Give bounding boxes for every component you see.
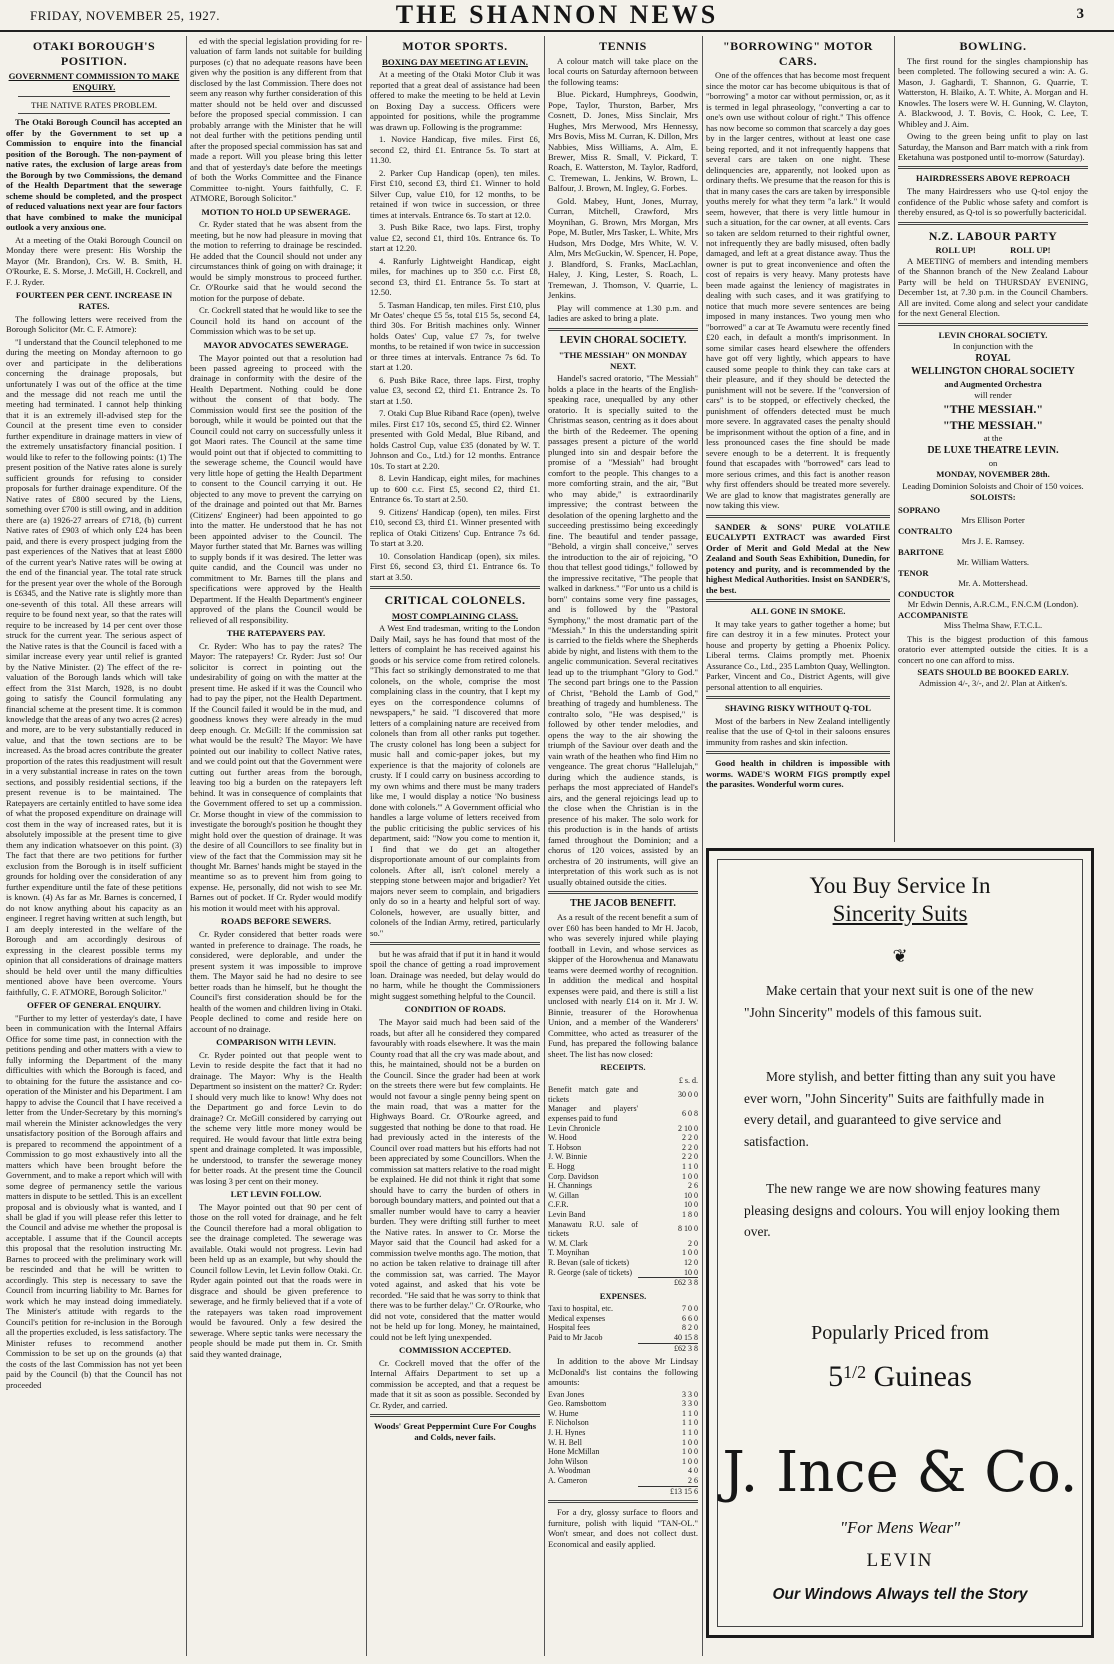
section-heading: MOTION TO HOLD UP SEWERAGE. <box>201 206 351 217</box>
table-row <box>548 1447 698 1457</box>
article-heading: TENNIS <box>599 39 647 53</box>
extra-table <box>548 1390 698 1497</box>
account-item: Corp. Davidson <box>548 1171 599 1181</box>
article-paragraph: At a meeting of the Otaki Borough Council on Monday there were present: His Worship the Mayor (Mr. Brandon), Crs. W. B. Smith, H. O'Rourke, E. S. Morse, J. McGill, H. Cockrell, and F. J. Ryder. <box>6 234 182 287</box>
expenses-total: £62 3 8 <box>638 1343 698 1353</box>
price-lead: Popularly Priced from <box>811 1322 989 1344</box>
article-paragraph: Cr. Ryder stated that he was absent from the meeting, but he now had pleasure in moving that the motion to referring to drainage be rescinded. He added that the Council should not under any circumstances think of going on with drainage; it would be simply monstrous to proceed further. Cr. O'Rourke said that he would second the motion for the purpose of debate. <box>190 219 362 303</box>
account-amount: 6 0 8 <box>682 1109 698 1119</box>
advert-heading: SHAVING RISKY WITHOUT Q-TOL <box>725 703 871 714</box>
table-row <box>548 1428 698 1438</box>
store-town: LEVIN <box>866 1550 934 1571</box>
account-item: Hospital fees <box>548 1323 590 1333</box>
notice-line: "THE MESSIAH." <box>942 417 1043 432</box>
table-row <box>548 1323 698 1333</box>
receipts-total: £62 3 8 <box>638 1278 698 1288</box>
section-heading: OFFER OF GENERAL ENQUIRY. <box>27 1000 161 1011</box>
column-rule <box>186 36 187 1656</box>
notice-paragraph: This is the biggest production of this famous oratorio ever attempted outside the cities. It is a concert no one can afford to miss. <box>898 633 1088 665</box>
race-entry: 10. Consolation Handicap (open), six miles. First £6, second £3, third £1. Entrance 6s. To start at 3.50. <box>370 550 540 582</box>
table-row <box>548 1409 698 1419</box>
newspaper-title: THE SHANNON NEWS <box>395 0 719 29</box>
account-amount: 1 0 0 <box>682 1456 698 1466</box>
table-row <box>548 1152 698 1162</box>
notice-line: and Augmented Orchestra <box>944 379 1042 389</box>
notice-line: Leading Dominion Soloists and Choir of 150 voices. <box>902 480 1084 491</box>
advert-headline-line-2: Sincerity Suits <box>832 900 968 926</box>
price-fraction: 1/2 <box>843 1362 867 1382</box>
account-amount: 10 0 <box>684 1200 698 1210</box>
account-amount: 1 0 0 <box>682 1248 698 1258</box>
table-row <box>548 1104 698 1123</box>
column-2 <box>190 36 362 1656</box>
account-amount: 2 2 0 <box>682 1133 698 1143</box>
notice-line: DE LUXE THEATRE LEVIN. <box>927 444 1059 456</box>
table-row <box>548 1162 698 1172</box>
table-row <box>548 1124 698 1134</box>
section-heading: COMPARISON WITH LEVIN. <box>216 1036 336 1047</box>
table-row <box>548 1181 698 1191</box>
notice-line: MONDAY, NOVEMBER 28th. <box>936 469 1050 480</box>
column-rule <box>366 36 367 1656</box>
table-row <box>548 1133 698 1143</box>
article-paragraph: Owing to the green being unfit to play on last Saturday, the Manson and Barr match with a rink from Eketahuna was postponed until to-morrow (Saturday). <box>898 131 1088 162</box>
article-lead: The Otaki Borough Council has accepted an offer by the Government to set up a Commission to enquire into the financial position of the Borough. The non-payment of native rates, the exclusion of large areas from the Borough by two Commissions, the demand of the Health Department that the sewerage scheme should be completed, and the prospect of reduced valuations next year are four factors that have combined to make the municipal outlook a very anxious one. <box>6 117 182 233</box>
account-amount: 8 2 0 <box>682 1323 698 1333</box>
column-1 <box>6 36 182 1656</box>
table-row <box>548 1248 698 1258</box>
table-row <box>548 1304 698 1314</box>
page-number: 3 <box>1076 6 1084 22</box>
advert-paragraph: It may take years to gather together a home; but fire can destroy it in a few minutes. Protect your house and property by getting a Phoenix Policy. Liberal terms. Claims promptly met. Phoenix Assurance Co., Ltd., 235 Lambton Quay, Wellington. Parker, Vincent and Co., District Agents, will give personal attention to all enquiries. <box>706 618 890 692</box>
table-row <box>548 1438 698 1448</box>
article-paragraph: The Mayor pointed out that a resolution had been passed agreeing to proceed with the drainage in conformity with the desire of the Health Department. Nothing could be done without the consent of that body. The Commission would first see the position of the borough, while it would be pointed out that the Council could not carry on successfully unless it got Maori rates. The Council at the same time would point out that if objected to committing to the sewerage scheme, the Council would have very little hope of getting the Health Department to consent to the Council carrying it out. He objected to any move to prevent the carrying on of the drainage and pointed out that Mr. Barnes (Citizens' Engineer) had been appointed to go into the matter. He understood that he has not been appointed adviser to the Council. The Mayor further stated that Mr. Barnes was willing to supply bonds if it was desired. The letter was quite candid, and the Council was under no commitment to Mr. Barnes till the plans and specifications were approved by the Health Department. If the Health Department's engineer approved of the plans the Council would be relieved of all responsibility. <box>190 352 362 625</box>
table-row <box>548 1476 698 1486</box>
account-item: Manager and players' expenses paid to fund <box>548 1104 638 1124</box>
race-entry: 3. Push Bike Race, two laps. First, trophy value £2, second £1, third 10s. Entrance 6s. To start at 12.20. <box>370 222 540 254</box>
account-item: R. Bevan (sale of tickets) <box>548 1257 630 1267</box>
account-item: W. Hood <box>548 1133 577 1143</box>
account-amount: 12 0 <box>684 1257 698 1267</box>
column-6 <box>898 36 1088 842</box>
role-name: Mr. William Watters. <box>956 557 1030 568</box>
account-item: C.F.R. <box>548 1200 569 1210</box>
account-amount: 1 0 0 <box>682 1447 698 1457</box>
account-item: Evan Jones <box>548 1389 585 1399</box>
table-row <box>548 1239 698 1249</box>
article-paragraph: "I understand that the Council telephoned to me during the meeting on Monday afternoon to go over and participate in the deliberations concerning the drainage proposals, but unfortunately I was out of the office at the time and the message did not reach me until the meeting had terminated. I cannot help thinking that it is an extremely ill-advised step for the Council at the present time even to consider further expenditure in drainage matters in view of the extremely unsatisfactory financial position. I would like to refer to the following points: (1) The present position of the Native rates alone is surely sufficient grounds for refusing to consider proposals for further drainage expenditure. Of the Native rates of £800 secured by the Liens, something over £700 is still owing, and in addition there are (a) 1926-27 arrears of £718, (b) current Native rates of £903 of which only £24 has been paid, and there is every prospect judging from the past experiences of the Natives that at least £800 of the current year's Native rates will be owing at the end of the financial year. The total rate struck for the present year over the whole of the Borough is £6345, and the Native rate is slightly more than one-seventh of this total. All these arrears will require to be found next year, so that the rates will require to be increased by 14 per cent over those struck for the current year. The serious aspect of the Native rates is that the Council is faced with a similar increase every year until relief is granted by the Native Minister. (2) The effect of the re-valuation of the Borough lands which will take effect from the 31st March, 1928, is no doubt going to satisfy the Council formulating any financial scheme at the present time. It is common knowledge that the areas of any two acres (2 acres) and more, are to be very substantially reduced in value, and that the town sections are to be increased. As the broad acres contribute the greater proportion of the rates this readjustment will result in a very substantial increase in rates on the town sections, and possibly residential sections, if the present revenue is to be maintained. The Ratepayers are certainly entitled to have some idea of what the proposed expenditure on drainage will cost them in the way of increased rates, but it is absolutely impossible at the present time to give them any indication whatsoever on this point. (3) The fact that there are two petitions for further exclusion from the Borough is in itself sufficient grounds for holding over the consideration of any further expenditure until the fate of these petitions is known. (4) As far as Mr. Barnes is concerned, I do not know anything about his capacity as an engineer. I regret having written at such length, but I am deeply interested in the welfare of the Borough and am accordingly desirous of expressing in the clearest possible terms my opinion that all considerations of drainage matters should be held over until the many difficulties mentioned above have been overcome. Yours faithfully, C. F. ATMORE, Borough Solicitor." <box>6 336 182 997</box>
account-amount: 10 0 <box>684 1190 698 1200</box>
table-row <box>548 1143 698 1153</box>
article-heading: OTAKI BOROUGH'S POSITION. <box>32 39 156 68</box>
account-amount: 2 6 <box>688 1476 698 1486</box>
table-row <box>548 1486 698 1496</box>
account-item: Paid to Mr Jacob <box>548 1333 603 1343</box>
article-subheading: "THE MESSIAH" ON MONDAY NEXT. <box>558 349 688 371</box>
account-item: E. Hogg <box>548 1162 575 1172</box>
account-amount: 1 0 0 <box>682 1171 698 1181</box>
expenses-heading: EXPENSES. <box>599 1290 647 1301</box>
notice-line: SEATS SHOULD BE BOOKED EARLY. <box>917 667 1069 678</box>
article-subheading: MOST COMPLAINING CLASS. <box>391 610 519 621</box>
account-item: Benefit match gate and tickets <box>548 1085 638 1104</box>
role-name: Mr. A. Mottershead. <box>958 578 1028 589</box>
account-item: T. Moynihan <box>548 1248 590 1258</box>
advert-line: Woods' Great Peppermint Cure For Coughs and Colds, never fails. <box>373 1421 537 1442</box>
article-subheading: BOXING DAY MEETING AT LEVIN. <box>382 56 528 67</box>
account-amount: 10 0 <box>684 1267 698 1277</box>
account-item: W. Hume <box>548 1408 579 1418</box>
article-paragraph: In addition to the above Mr Lindsay McDonald's list contains the following amounts: <box>548 1356 698 1388</box>
divider <box>18 113 170 114</box>
account-amount: 2 10 0 <box>678 1123 698 1133</box>
article-paragraph: A colour match will take place on the local courts on Saturday afternoon between the following teams: <box>548 55 698 87</box>
account-item: F. Nicholson <box>548 1418 589 1428</box>
advert-line: For a dry, glossy surface to floors and furniture, polish with liquid "TAN-OL." Won't smear, and does not collect dust. Economical and easily applied. <box>548 1507 698 1549</box>
column-3 <box>370 36 540 1656</box>
article-paragraph: Play will commence at 1.30 p.m. and ladies are asked to bring a plate. <box>548 302 698 324</box>
article-paragraph: Cr. Cockrell moved that the offer of the Internal Affairs Department to set up a commission be accepted, and that a request be made that it sit as soon as possible. Seconded by Cr. Ryder, and carried. <box>370 1357 540 1410</box>
account-amount: 3 3 0 <box>682 1389 698 1399</box>
account-amount: 7 0 0 <box>682 1304 698 1314</box>
column-5 <box>706 36 890 842</box>
price-number: 5 <box>828 1360 844 1393</box>
ince-advertisement <box>706 848 1094 1638</box>
divider <box>548 891 698 894</box>
article-heading: LEVIN CHORAL SOCIETY. <box>559 334 687 346</box>
account-amount: 1 1 0 <box>682 1428 698 1438</box>
article-paragraph: One of the offences that has become most frequent since the motor car has become ubiquitous is that of "borrowing" a motor car without permission, or, as it is termed in legal phraseology, "converting a car to one's own use without colour of right." This offence has now become so common that scarcely a day goes by in the larger centres, without at least one case being reported, and it not infrequently happens that several cars are taken on one night. These delinquencies are, apparently, not looked upon as ordinary thefts. We presume that the reason for this is that in many cases the cars are taken by irresponsible youths merely for what they term "a lark." It would seem, however, that there is very little humour in such a situation, for the car owner, at all events. Cars so taken are seldom returned to their rightful owner, not infrequently they are badly misused, often badly damaged, and left at a great distance away. Thus the owner is put to great inconvenience and often the cost of repairs is very heavy. Many protests have been made against the leniency of magistrates in dealing with such cases, and it was gratifying to notice that much more severe sentences are being imposed in many instances. Two young men who "borrowed" a car at Te Awamutu were recently fined £20 each, in default a month's imprisonment. In some similar cases heard elsewhere the offenders have got off very lightly, which appears to have caused some people to think they can take cars at their pleasure, and if they should be detected the punishment will not be severe. If the "conversion of cars" is to be stopped, or effectively checked, the punishment of offenders detected must be much more severe. In aggravated cases the penalty should be imprisonment without the option of a fine, and in less pronounced cases the fine should be made severe enough to be a deterrent. It is frequently found that escapades with "borrowed" cars lead to more serious crimes, and this fact is another reason why first offenders should be treated more severely. We are glad to know that magistrates generally are now taking this view. <box>706 70 890 511</box>
article-paragraph: As a result of the recent benefit a sum of over £60 has been handed to Mr H. Jacob, who was severely injured while playing football in Levin, and whose services as skipper of the Horowhenua and Manawatu teams were deemed worthy of recognition. In addition the medical and hospital expenses were paid, and there is still a list unclosed with nearly £14 on it. Mr J. W. Binnie, treasurer of the Horowhenua Union, and a member of the Wanderers' Committee, who acted as treasurer of the Fund, has prepared the following balance sheet. The list has now closed: <box>548 912 698 1059</box>
notice-line: SOLOISTS: <box>970 492 1016 503</box>
receipts-table <box>548 1085 698 1287</box>
account-item: T. Hobson <box>548 1142 582 1152</box>
divider <box>706 599 890 602</box>
article-paragraph: Cr. Cockrell stated that he would like to see the Council hold its hand on account of the Commission which was to be set up. <box>190 305 362 337</box>
store-tagline: "For Mens Wear" <box>839 1518 961 1537</box>
notice-heading: N.Z. LABOUR PARTY <box>928 228 1058 243</box>
team-list: Gold. Mabey, Hunt, Jones, Murray, Curran, Mitchell, Crawford, Mrs Moynihan, G. Brown, Mrs Morgan, Mrs Pope, M. Butler, Mrs Tasker, L. White, Mrs Hudson, Mrs Dodge, Mrs White, W. V. Alm, Mrs McGuckin, W. Spencer, H. Pope, J. Blandford, S. Franks, MacLachlan, Haley, J. King, Lester, S. Roach, L. Tremewan, J. Thomson, V. Quarrie, L. Jenkins. <box>548 195 698 301</box>
divider <box>898 323 1088 326</box>
account-item: Taxi to hospital, etc. <box>548 1304 613 1314</box>
receipts-heading: RECEIPTS. <box>600 1062 646 1073</box>
account-amount: 2 0 <box>688 1238 698 1248</box>
divider <box>898 222 1088 225</box>
section-heading: MAYOR ADVOCATES SEWERAGE. <box>203 339 349 350</box>
advert-paragraph: The new range we are now showing features many pleasing designs and colours. You will enjoy looking them over. <box>744 1181 1060 1240</box>
table-row <box>548 1314 698 1324</box>
store-name: J. Ince & Co. <box>722 1440 1078 1505</box>
article-paragraph: Cr. Ryder: Who has to pay the rates? The Mayor: The ratepayers! Cr. Ryder: Just so! Our solicitor is correct in pointing out the undesirability of going on with the matter at the present time. He asked if it was the Council who had to pay the piper, not the Health Department. If the Council failed it would be in the mud, and goodness knows they were already in the mud deep enough. Cr. McGill: If the commission sat what would be the result? The Mayor: We have pointed out our inability to collect Native rates, and we could point out that the Government were cutting out further areas from the borough, leaving too big a burden on the ratepayers left behind. It was in consequence of complaints that the Government offered to set up a commission. Cr. Morse thought in view of the commission to investigate the borough's position he thought they might hold over the question of drainage. It was the desire of all Councillors to see finality but in view of the fact that the Commission may sit he thought Mr. Barnes' hands might be stayed in the meantime so as to prevent him from going to expense. He, personally, did not wish to see Mr. Barnes out of pocket. If Cr. Ryder would modify his motion it would meet with his approval. <box>190 640 362 913</box>
notice-line: Admission 4/-, 3/-, and 2/. Plan at Aitken's. <box>918 677 1068 688</box>
role-label: ACCOMPANISTE <box>898 609 969 620</box>
article-paragraph: Handel's sacred oratorio, "The Messiah" holds a place in the hearts of the English-speaking race, unequalled by any other oratorio. It is specially suited to the Christmas season, centring as it does about the birth of the Redeemer. The opening passages present a picture of the world plunged into sin and despair before the promise of a "Messiah" had brought comfort to the people. This changes to a more comforting strain, and the air, "But who may abide," is extraordinarily impressive; the contrast between the desolation of the opening larghetto and the succeeding prestissimo being exceedingly fine. The beautiful and tender passage, "Behold, a virgin shall conceive," serves the introduction to the air of rejoicing, "O thou that tellest good tidings," followed by the impressive recitative, "The people that walked in darkness." "For unto us a child is born" contains some very fine passages, and is followed by the "Pastoral Symphony," the most dramatic part of the "Messiah." In this the understanding spirit is carried to the fields where the Shepherds abide by night, and listens with them to the angelic communication. Several recitatives lead up to the triumphant "Glory to God." The second part brings one to the Passion of Christ, "Behold the Lamb of God," breathing of tragedy and humbleness. The contralto solo, "He was despised," is followed by other tender melodies, and opens the way to the air showing the triumph of the Saviour over death and the vain wrath of the heathen who find Him no vengeance. The great chorus "Hallelujah," during which the audience stands, is perhaps the most appreciated of Handel's airs, and the general rejoicings lead up to the close when the Christian is in the presence of his maker. The solo work for this production is in the hands of artists famed throughout the Dominion; and a chorus of 120 voices, assisted by an orchestra of 20 instruments, will give an interpretation of this work such as is not usually obtained outside the cities. <box>548 373 698 887</box>
divider <box>706 751 890 754</box>
role-label: CONDUCTOR <box>898 588 955 599</box>
account-amount: 1 1 0 <box>682 1162 698 1172</box>
flourish-icon: ❦ <box>892 946 908 966</box>
account-amount: 8 10 0 <box>678 1224 698 1234</box>
role-name: Mrs Ellison Porter <box>961 515 1025 526</box>
article-paragraph: The following letters were received from the Borough Solicitor (Mr. C. F. Atmore): <box>6 313 182 335</box>
soloist-list <box>898 505 1088 631</box>
article-paragraph: The first round for the singles championship has been completed. The following secured a win: A. G. Mason, J. Gaghardi, T. Shannon, G. Quarrie, T. Watterston, H. Blaiko, A. T. White, A. Morgan and H. Knowles. The losers were W. H. Gunning, W. Clayton, A. Blackwood, J. T. Bovis, C. Hook, C. Lee, T. Whibley and J. Aim. <box>898 55 1088 129</box>
notice-line: In conjunction with the <box>953 341 1033 352</box>
race-entry: 1. Novice Handicap, five miles. First £6, second £2, third £1. Entrance 5s. To start at 11.30. <box>370 134 540 166</box>
notice-paragraph: A MEETING of members and intending members of the Shannon branch of the New Zealand Labour Party will be held on THURSDAY EVENING, December 1st, at 7.30 p.m. in the Council Chambers. All are invited. Come along and select your candidate for the next General Election. <box>898 255 1088 319</box>
article-paragraph: "Further to my letter of yesterday's date, I have been in communication with the Internal Affairs Office for some time past, in connection with the petitions pending and other matters with a view to fully informing the Department of the many difficulties with which the Borough is faced, and to obtaining for the future the assistance and co-operation of the Minister and his Department. I am happy to advise the Council that I have received a letter from the Under-Secretary by this morning's mail wherein the Minister acknowledges the very unsatisfactory position of the Borough affairs and is prepared to recommend the appointment of a Commission to go most exhaustively into all the matters which have been brought before the Government, and to make a report which will with some degree of permanency settle the various matters in dispute to be settled. This is an excellent proposal and is obviously what is wanted, and I shall be glad if you will please refer this letter to the Council and advise me whether the proposal is acceptable. I assume that if the Council accepts this proposal that the resolution instructing Mr. Barnes to proceed with the preliminary work will be rescinded and that he will be written to accordingly. This step is necessary to save the Council from incurring liability to Mr. Barnes for work which he may instead doing immediately. The Minister's attitude with regards to the Council's petition for re-inclusion in the Borough all the properties excluded, is less satisfactory. The Minister refuses to recommend another Commission to be set up on the grounds (a) that the costs of the last Commission has not yet been paid by the Council (b) that the Council has not proceeded <box>6 1012 182 1390</box>
article-paragraph: A West End tradesman, writing to the London Daily Mail, says he has found that most of the letters of complaint he has received against his goods or his service come from retired colonels. "This fact so strikingly demonstrated to me that colonels, on the whole, comprise the most complaining class in the country, that I kept my eyes on the correspondence columns of newspapers," he said. "I discovered that more letters of a complaining nature are received from colonels than from all other ranks put together. The crusty colonel has long been a subject for music hall and comic-paper jokes, but my experience is that the majority of colonels are crusty. If I could carry on business according to my own whims and there must be many traders like me, I would display a notice 'No business done with colonels.'" A Government official who handles a large volume of letters received from the public criticising the public services of his department, said: "Now you come to mention it, I find that we do get an altogether disproportionate amount of our complaints from colonels. After all, isn't colonel merely a stepping stone between major and brigadier? Yet majors never seem to complain, and brigadiers only do so in a hearty and helpful sort of way. Colonels, however, are usually bitter, and colonels of the Indian Army, retired, particularly so." <box>370 623 540 938</box>
account-amount: 4 0 <box>688 1466 698 1476</box>
advert-heading: ALL GONE IN SMOKE. <box>750 605 846 616</box>
notice-heading: LEVIN CHORAL SOCIETY. <box>938 329 1048 340</box>
role-name: Miss Thelma Shaw, F.T.C.L. <box>943 620 1043 631</box>
notice-line: at the <box>983 433 1003 444</box>
account-item: A. Cameron <box>548 1476 588 1486</box>
account-item: W. Gillan <box>548 1190 579 1200</box>
section-heading: LET LEVIN FOLLOW. <box>230 1189 322 1199</box>
table-row <box>548 1466 698 1476</box>
divider <box>898 166 1088 169</box>
role-name: Mrs J. E. Ramsey. <box>961 536 1025 547</box>
account-amount: 6 6 0 <box>682 1313 698 1323</box>
masthead <box>0 0 1114 32</box>
account-amount: 3 3 0 <box>682 1399 698 1409</box>
team-list: Blue. Pickard, Humphreys, Goodwin, Pope, Taylor, Thurston, Barber, Mrs Cosnett, D. Jones, Miss Sinclair, Mrs Hughes, Mrs Merwood, Mrs Hennessy, Mrs Bovis, Miss M. Curran, K. Dillon, Mrs Nabbies, Miss Williams, A. Alm, E. Brewer, Miss R. Small, V. Pickard, T. Roach, E. Watterston, M. Taylor, Radford, C. Tremewan, L. Jenkins, W. Brown, L. Balfour, J. Brown, M. Ingley, G. Forbes. <box>548 89 698 194</box>
advert-paragraph: Good health in children is impossible with worms. WADE'S WORM FIGS promptly expel the parasites. Wonderful worm cures. <box>706 758 890 790</box>
account-item: H. Channings <box>548 1181 592 1191</box>
race-entry: 8. Levin Handicap, eight miles, for machines up to 600 c.c. First £5, second £2, third £1. Entrance 6s. To start at 2.50. <box>370 473 540 505</box>
table-row <box>548 1172 698 1182</box>
account-item: W. H. Bell <box>548 1437 582 1447</box>
account-amount: 1 1 0 <box>682 1418 698 1428</box>
divider <box>548 1500 698 1503</box>
table-row <box>548 1399 698 1409</box>
table-row <box>548 1268 698 1278</box>
account-amount: 2 2 0 <box>682 1152 698 1162</box>
account-amount: 40 15 8 <box>674 1333 698 1343</box>
price <box>718 1360 1082 1394</box>
advert-paragraph: Most of the barbers in New Zealand intelligently realise that the use of Q-tol in their saloons ensures immunity from rashes and skin infection. <box>706 715 890 747</box>
issue-date: FRIDAY, NOVEMBER 25, 1927. <box>30 8 220 23</box>
expenses-table <box>548 1304 698 1353</box>
advert-headline-line-1: You Buy Service In <box>809 873 991 898</box>
divider <box>706 696 890 699</box>
table-row <box>548 1258 698 1268</box>
article-heading: CRITICAL COLONELS. <box>384 593 526 608</box>
article-paragraph: The Mayor pointed out that 90 per cent of those on the roll voted for drainage, and he felt the Council therefore had a moral obligation to see the drainage completed. The sewerage was available. Otaki would not progress. Levin had been held up as an example, but why should the Council follow Levin, let Levin follow Otaki. Cr. Ryder again pointed out that the roads were in disgrace and should be given preference to sewerage, and he firmly believed that if a vote of the ratepayers was taken road improvement would be favoured. Only a few desired the sewerage. Where septic tanks were necessary the people should be made put them in. Cr. Smith said they wanted drainage, <box>190 1201 362 1359</box>
notice-line: WELLINGTON CHORAL SOCIETY <box>911 365 1075 377</box>
divider <box>706 515 890 518</box>
table-row <box>548 1200 698 1210</box>
article-paragraph: ed with the special legislation providing for re-valuation of farm lands not suitable for building purposes (c) that no adequate reasons have been given why the position is any different from that disclosed by the last Commission. There does not seem any reason why further consideration of this matter should not be held over and discussed before the proposed special commission. I can probably arrange with the Minister that he will not deal further with the petitions pending until after the proposed special commission has sat and made a report. Will you please bring this letter and that of yesterday's date before the meetings of both the Works Committee and the Finance Committee to-night. Yours faithfully, C. F. ATMORE, Borough Solicitor." <box>190 36 362 204</box>
account-amount: 2 6 <box>688 1181 698 1191</box>
role-name: Mr Edwin Dennis, A.R.C.M., F.N.C.M (London). <box>907 599 1079 610</box>
race-entry: 4. Ranfurly Lightweight Handicap, eight miles, for machines up to 350 c.c. First £8, second £3, third £1. Entrance 5s. To start at 12.50. <box>370 255 540 298</box>
race-entry: 5. Tasman Handicap, ten miles. First £10, plus Mr Oates' cheque £5 5s, total £15 5s, second £4, third 30s. For British machines only. Winner holds Oates' Cup, value £7 7s, for twelve months, to be retained if won twice in succession or three times at intervals. Entrance 7s 6d. To start at 1.20. <box>370 299 540 373</box>
account-item: A. Woodman <box>548 1466 591 1476</box>
notice-line: on <box>988 457 998 468</box>
article-heading: BOWLING. <box>959 39 1027 53</box>
advert-sanders: SANDER & SONS' PURE VOLATILE EUCALYPTI EXTRACT was awarded First Order of Merit and Gold Medal at the New Zealand and South Seas Exhibition, Dunedin, for potency and purity, and is recommended by the highest Medical Authorities. Insist on SANDER'S, the best. <box>706 521 890 595</box>
account-item: Levin Band <box>548 1210 586 1220</box>
divider <box>548 328 698 331</box>
advert-paragraph: Make certain that your next suit is one of the new "John Sincerity" models of this famous suit. <box>744 983 1034 1020</box>
column-4 <box>548 36 698 1656</box>
section-heading: FOURTEEN PER CENT. INCREASE IN RATES. <box>15 290 173 311</box>
article-paragraph: The Mayor said much had been said of the roads, but after all he considered they compared favourably with roads elsewhere. It was the main County road that all the cry was made about, and this, he maintained, should not be a burden on the Council. Since the grader had been at work on the streets there were but few complaints. He would not favour a single penny being spent on the main road, that was a matter for the Highways Board. Cr. O'Rourke agreed, and suggested that nothing be done to that road. He had previously acted in the interests of the Council over road matters but his efforts had not been appreciated by some Councillors. When the commission sat matters relative to the road might be explained. He did not think it right that some should have to carry the burden of others in borough boundary matters, and pointed out that a smaller number would have to carry a heavier burden. They were drifting still further to meet the Native rates. In answer to Cr. Morse the Mayor said that the Council had asked for a commission twelve months ago. The motion, that no action be taken relative to drainage till after the commission sat, was carried. The Mayor voted against, and asked that his vote be recorded. "He said that he was sorry to think that there was to be further delay." Cr. O'Rourke, who did not vote, considered that the matter would not be held up for long. Money, he maintained, could not be left lying unexpended. <box>370 1017 540 1342</box>
account-item: R. George (sale of tickets) <box>548 1267 633 1277</box>
role-label: BARITONE <box>898 546 944 557</box>
article-heading: THE JACOB BENEFIT. <box>570 898 676 910</box>
account-item: Medical expenses <box>548 1313 606 1323</box>
divider <box>18 96 170 97</box>
table-row <box>548 1457 698 1467</box>
article-subheading: GOVERNMENT COMMISSION TO MAKE ENQUIRY. <box>8 71 180 92</box>
article-paragraph: Cr. Ryder considered that better roads were wanted in preference to drainage. The roads, he considered, were deplorable, and under the present system it was impossible to improve them. The Mayor said he had no desire to see better roads than he himself, but he thought the Council's first consideration should be for the health of the women and children living in Otaki. People declined to come and reside here on account of no drainage. <box>190 929 362 1034</box>
article-paragraph: At a meeting of the Otaki Motor Club it was reported that a great deal of assistance had been offered to make the meeting to be held at Levin on Boxing Day a success. Officers were appointed for positions, while the programme was drawn up. Following is the programme: <box>370 69 540 132</box>
price-unit: Guineas <box>873 1360 972 1393</box>
divider <box>370 1414 540 1417</box>
account-amount: 1 1 0 <box>682 1408 698 1418</box>
column-rule <box>894 36 895 842</box>
column-rule <box>544 36 545 1656</box>
article-heading: "BORROWING" MOTOR CARS. <box>723 39 873 68</box>
account-item: W. M. Clark <box>548 1238 588 1248</box>
column-rule <box>702 36 703 1656</box>
table-row <box>548 1191 698 1201</box>
table-row <box>548 1333 698 1343</box>
race-entry: 7. Otaki Cup Blue Riband Race (open), twelve miles. First £17 10s, second £5, third £2. Winner presented with Gold Medal, Blue Riband, and holds Castrol Cup, value £35 (donated by W. T. Johnson and Co., Ltd.) for 12 months. Entrance 10s. To start at 2.20. <box>370 408 540 471</box>
article-paragraph: but he was afraid that if put it in hand it would spoil the chance of getting a road improvement loan. Drainage was needed, but delay would do no harm, while he thought the Commissioners might suggest something helpful to the Council. <box>370 948 540 1001</box>
race-entry: 2. Parker Cup Handicap (open), ten miles. First £10, second £3, third £1. Winner to hold Silver Cup, value £10, for 12 months, to be retained if won twice in succession, or three times at intervals. Entrance 6s. To start at 12.0. <box>370 167 540 220</box>
section-heading: THE RATEPAYERS PAY. <box>226 628 326 639</box>
account-amount: 1 0 0 <box>682 1437 698 1447</box>
table-row <box>548 1210 698 1220</box>
advert-paragraph: More stylish, and better fitting than any suit you have ever worn, "John Sincerity" Suits are faithfully made in every detail, and guaranteed to give service and satisfaction. <box>744 1069 1056 1149</box>
section-heading: ROADS BEFORE SEWERS. <box>220 916 332 927</box>
table-row <box>548 1343 698 1353</box>
table-row <box>548 1418 698 1428</box>
extra-total: £13 15 6 <box>638 1486 698 1496</box>
account-item: J. W. Binnie <box>548 1152 588 1162</box>
divider <box>370 586 540 589</box>
notice-rollup: ROLL UP! ROLL UP! <box>935 245 1051 256</box>
account-item: Geo. Ramsbottom <box>548 1399 607 1409</box>
article-heading: MOTOR SPORTS. <box>402 39 508 53</box>
table-row <box>548 1278 698 1288</box>
notice-line: will render <box>974 390 1012 401</box>
account-item: J. H. Hynes <box>548 1428 586 1438</box>
advert-frame <box>717 859 1083 1627</box>
notice-line: ROYAL <box>975 352 1011 364</box>
table-row <box>548 1220 698 1239</box>
table-row <box>548 1390 698 1400</box>
notice-line: "THE MESSIAH." <box>942 401 1043 416</box>
account-amount: 2 2 0 <box>682 1142 698 1152</box>
section-heading: CONDITION OF ROADS. <box>404 1004 506 1015</box>
account-item: Manawatu R.U. sale of tickets <box>548 1219 638 1239</box>
advert-paragraph: The many Hairdressers who use Q-tol enjoy the confidence of the Public whose safety and comfort is thereby ensured, as Q-tol is so powerfully bactericidal. <box>898 186 1088 218</box>
account-amount: 1 8 0 <box>682 1210 698 1220</box>
article-kicker: THE NATIVE RATES PROBLEM. <box>30 99 158 110</box>
section-heading: COMMISSION ACCEPTED. <box>399 1345 511 1356</box>
advert-headline <box>718 872 1082 927</box>
account-item: John Wilson <box>548 1456 588 1466</box>
advert-heading: HAIRDRESSERS ABOVE REPROACH <box>916 173 1070 184</box>
divider <box>370 942 540 945</box>
store-slogan: Our Windows Always tell the Story <box>772 1586 1028 1603</box>
account-amount: 30 0 0 <box>678 1090 698 1100</box>
account-item: Hone McMillan <box>548 1447 600 1457</box>
table-row <box>548 1085 698 1104</box>
role-label: SOPRANO <box>898 504 941 515</box>
concert-notice <box>898 330 1088 503</box>
account-item: Levin Chronicle <box>548 1123 601 1133</box>
race-entry: 6. Push Bike Race, three laps. First, trophy value £3, second £2, third £1. Entrance 2s. To start at 1.50. <box>370 374 540 406</box>
role-label: CONTRALTO <box>898 525 953 536</box>
role-label: TENOR <box>898 567 929 578</box>
race-entry: 9. Citizens' Handicap (open), ten miles. First £10, second £3, third £1. Winner presented with replica of Otaki Citizens' Cup. Entrance 7s 6d. To start at 3.20. <box>370 506 540 549</box>
article-paragraph: Cr. Ryder pointed out that people went to Levin to reside despite the fact that it had no drainage. The Mayor: Why is the Health Department so insistent on the matter? Cr. Ryder: I should very much like to know! Why does not the Department go and force Levin to do drainage? Cr. McGill considered by carrying out the scheme very little more money would be required. He would favour that little extra being spent and drainage completed. It was impossible, he understood, to transfer the sewerage money for better roads. At the present time the Council was losing 3 per cent on their money. <box>190 1049 362 1186</box>
currency-columns: £ s. d. <box>678 1075 698 1085</box>
